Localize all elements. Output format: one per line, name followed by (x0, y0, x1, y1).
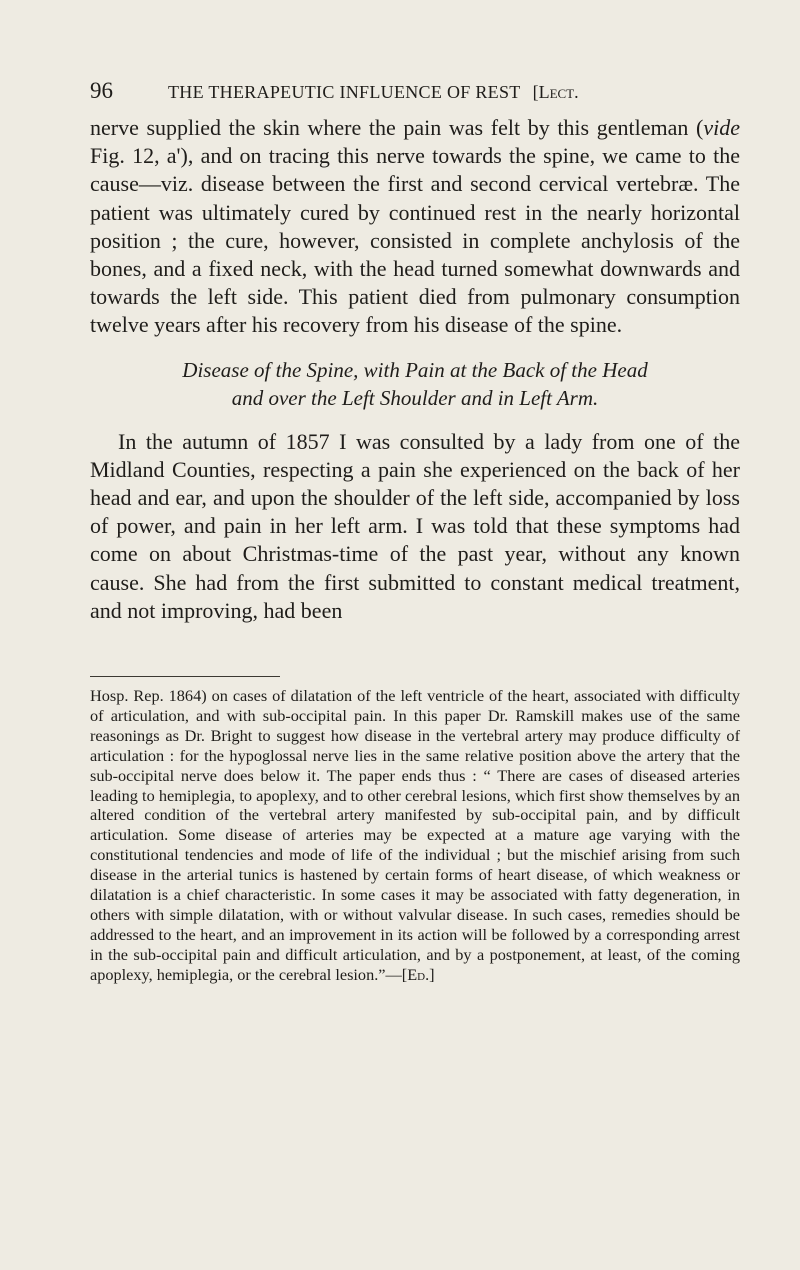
editor-mark: [Ed.] (401, 964, 435, 984)
running-section: [Lect. (532, 82, 579, 102)
vide-reference: vide (703, 115, 740, 140)
footnote (90, 686, 740, 985)
paragraph-2: In the autumn of 1857 I was consulted by a lady from one of the Midland Counties, respecting a pain she experienced on the back of her head and ear, and upon the shoulder of the left side, accompanied by loss of power, and pain in her left arm. I was told that these symptoms had come on about Christmas-time of the past year, without any known cause. She had from the first submitted to constant medical treatment, and not improving, had been (90, 428, 740, 623)
running-title: THE THERAPEUTIC INFLUENCE OF REST (168, 82, 521, 102)
footnote-divider (90, 676, 280, 677)
page-header (90, 78, 740, 104)
section-heading (90, 356, 740, 412)
paragraph-1-end: Fig. 12, a'), and on tracing this nerve towards the spine, we came to the cause—viz. disease between the first and second cervical vertebræ. The patient was ultimately cured by continued rest in the nearly horizontal position ; the cure, however, consisted in complete anchylosis of the bones, and a fixed neck, with the head turned somewhat downwards and towards the left side. This patient died from pulmonary consumption twelve years after his recovery from his disease of the spine. (90, 143, 740, 338)
paragraph-1 (90, 114, 740, 340)
footnote-paragraph (90, 686, 740, 985)
footnote-text: Hosp. Rep. 1864) on cases of dilatation of the left ventricle of the heart, associated with difficulty of articulation, and with sub-occipital pain. In this paper Dr. Ramskill makes use of the same reasonings as Dr. Bright to suggest how disease in the vertebral artery may produce difficulty of articulation : for the hypoglossal nerve lies in the same relative position above the artery that the sub-occipital nerve does below it. The paper ends thus : “ There are cases of diseased arteries leading to hemiplegia, to apoplexy, and to other cerebral lesions, which first show themselves by an altered condition of the vertebral artery manifested by sub-occipital pain, and by difficult articulation. Some disease of arteries may be expected at a mature age varying with the constitutional tendencies and mode of life of the individual ; but the mischief arising from such disease in the arterial tunics is hastened by certain forms of heart disease, of which weakness or dilatation is a chief characteristic. In some cases it may be associated with fatty degeneration, in others with simple dilatation, with or without valvular disease. In such cases, remedies should be addressed to the heart, and an improvement in its action will be followed by a corresponding arrest in the sub-occipital pain and difficult articulation, and by a postponement, at least, of the coming apoplexy, hemiplegia, or the cerebral lesion.”— (90, 686, 740, 984)
main-text (90, 114, 740, 625)
section-heading-line-2: and over the Left Shoulder and in Left Arm. (231, 385, 599, 410)
page-number: 96 (90, 78, 113, 103)
paragraph-1-start: nerve supplied the skin where the pain was felt by this gentleman ( (90, 115, 704, 140)
section-heading-line-1: Disease of the Spine, with Pain at the Back of the Head (182, 357, 648, 382)
